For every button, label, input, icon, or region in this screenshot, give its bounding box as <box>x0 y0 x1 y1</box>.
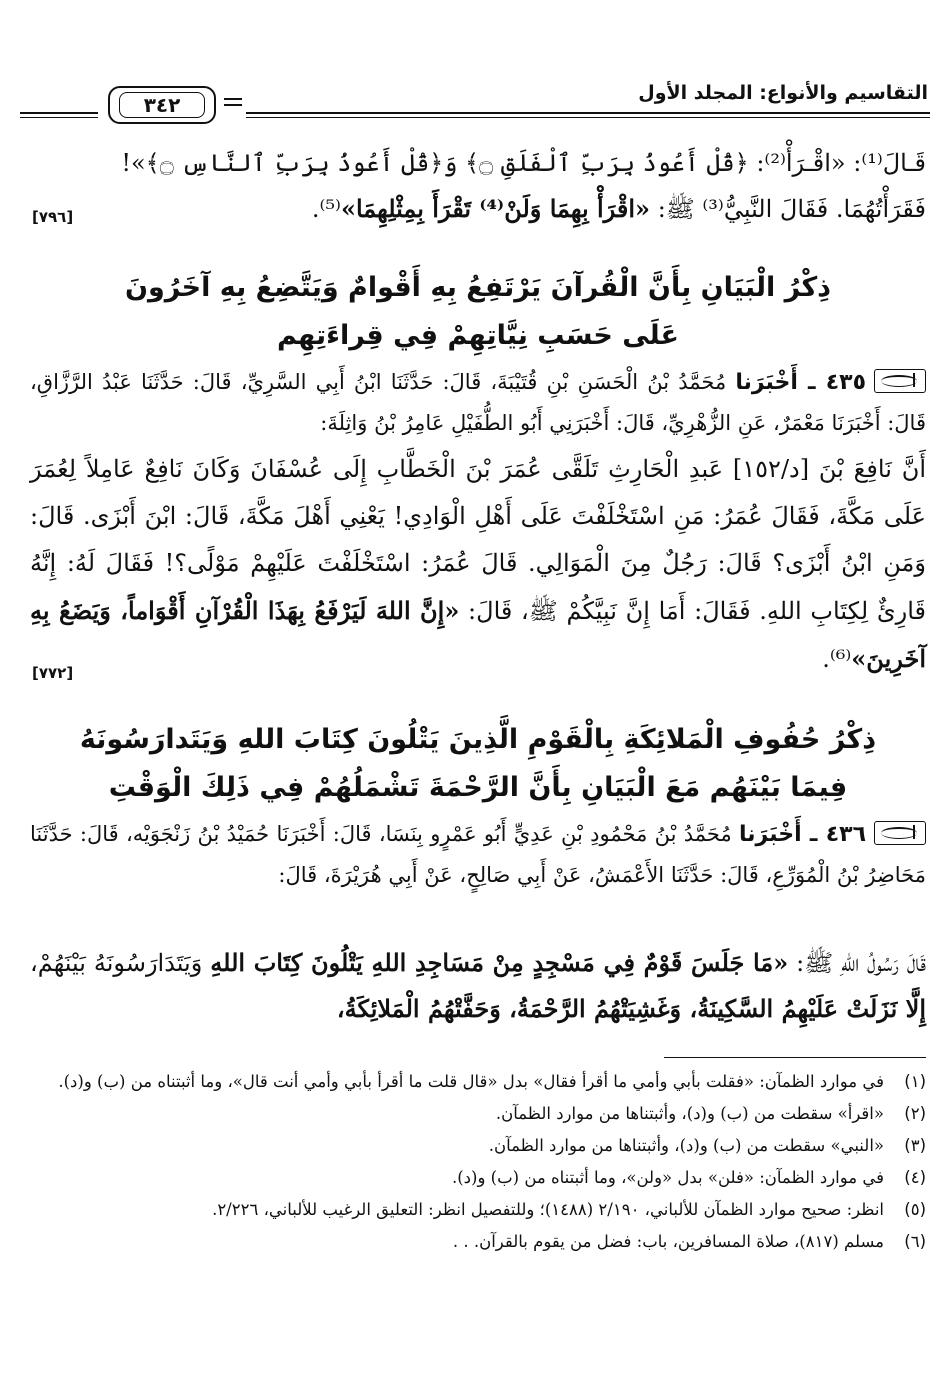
running-title: التقاسيم والأنواع: المجلد الأول <box>630 82 928 104</box>
matn-436: قَالَ رَسُولُ اللهِ ﷺ: «مَا جَلَسَ قَوْمٌ فِي مَسْجِدٍ مِنْ مَسَاجِدِ اللهِ يَتْلُونَ كِتَابَ اللهِ وَيَتَدَارَسُونَهُ بَيْنَهُمْ، إِلَّا نَزَلَتْ عَلَيْهِمُ السَّكِينَةُ، وَغَشِيَتْهُمُ الرَّحْمَةُ، وَحَفَّتْهُمُ الْمَلائِكَةُ، <box>30 948 926 1023</box>
footnote-1: (١) في موارد الظمآن: «فقلت بأبي وأمي ما أقرأ فقال» بدل «قال قلت ما أقرأ بأبي وأمي أنت قال»، وما أثبتناه من (ب) و(د). <box>58 1072 926 1091</box>
prophet-saying-436-a: «مَا جَلَسَ قَوْمٌ فِي مَسْجِدٍ مِنْ مَسَاجِدِ اللهِ يَتْلُونَ كِتَابَ اللهِ <box>210 948 789 977</box>
isnad-435 <box>30 362 926 443</box>
hadith-marker-icon <box>874 821 926 845</box>
page-header <box>20 78 930 126</box>
isnad-chain-436: مُحَمَّدُ بْنُ مَحْمُودِ بْنِ عَدِيٍّ أَبُو عَمْرٍو بِنَسَا، قَالَ: أَخْبَرَنَا حُمَيْدُ بْنُ زَنْجَوَيْه، قَالَ: حَدَّثَنَا مَحَاضِرُ بْنُ الْمُوَرِّعِ، قَالَ: حَدَّثَنَا الأَعْمَشُ، عَنْ أَبِي صَالِحٍ، عَنْ أَبِي هُرَيْرَةَ، قَالَ: <box>30 822 926 887</box>
prophet-saying-435: «إِنَّ اللهَ لَيَرْفَعُ بِهَذَا الْقُرْآنِ أَقْوَاماً، وَيَضَعُ بِهِ آخَرِينَ» <box>30 596 926 673</box>
section-heading-2-line-2: فِيمَا بَيْنَهُم مَعَ الْبَيَانِ بِأَنَّ الرَّحْمَةَ تَشْمَلُهُمْ فِي ذَلِكَ الْوَقْتِ <box>108 772 848 803</box>
footnote-2: (٢) «اقرأ» سقطت من (ب) و(د)، وأثبتناها من موارد الظمآن. <box>495 1104 926 1123</box>
hadith-continuation <box>30 140 926 232</box>
prophet-saying-436-b: إِلَّا نَزَلَتْ عَلَيْهِمُ السَّكِينَةُ، وَغَشِيَتْهُمُ الرَّحْمَةُ، وَحَفَّتْهُمُ الْمَلائِكَةُ، <box>336 994 926 1023</box>
page-number-box <box>108 86 216 124</box>
hadith-line-1: قَـالَ⁽¹⁾: «اقْـرَأْ⁽²⁾: ﴿قُلْ أَعُوذُ بِرَبِّ ٱلْفَلَقِ ۝﴾ وَ﴿قُلْ أَعُوذُ بِرَبِّ ٱلنَّاسِ ۝﴾»! <box>121 149 926 177</box>
footnote-6: (٦) مسلم (٨١٧)، صلاة المسافرين، باب: فضل من يقوم بالقرآن. . . <box>452 1232 926 1251</box>
footnote-4: (٤) في موارد الظمآن: «فلن» بدل «ولن»، وما أثبتناه من (ب) و(د). <box>451 1168 926 1187</box>
section-heading-2-line-1: ذِكْرُ حُفُوفِ الْمَلائِكَةِ بِالْقَوْمِ الَّذِينَ يَتْلُونَ كِتَابَ اللهِ وَيَتَدارَسُونَهُ <box>79 724 877 755</box>
isnad-chain-435: مُحَمَّدُ بْنُ الْحَسَنِ بْنِ قُتَيْبَةَ، قَالَ: حَدَّثَنَا ابْنُ أَبِي السَّرِيِّ، قَالَ: حَدَّثَنَا عَبْدُ الرَّزَّاقِ، قَالَ: أَخْبَرَنَا مَعْمَرٌ، عَنِ الزُّهْرِيِّ، قَالَ: أَخْبَرَنِي أَبُو الطُّفَيْلِ عَامِرُ بْنُ وَاثِلَةَ: <box>30 370 926 435</box>
hadith-number-436: ٤٣٦ ـ أَخْبَرَنا <box>739 822 867 847</box>
hadith-reference-796: [٧٩٦] <box>32 208 74 226</box>
footnotes <box>28 1068 926 1260</box>
matn-435: أَنَّ نَافِعَ بْنَ [د/١٥٢] عَبدِ الْحَارِثِ تَلَقَّى عُمَرَ بْنَ الْخَطَّابِ إِلَى عُسْفَانَ وَكَانَ نَافِعٌ عَامِلاً لِعُمَرَ عَلَى مَكَّةَ، فَقَالَ عُمَرُ: مَنِ اسْتَخْلَفْتَ عَلَى أَهْلِ الْوَادِي! يَعْنِي أَهْلَ مَكَّةَ، قَالَ: ابْنَ أَبْزَى. قَالَ: وَمَنِ ابْنُ أَبْزَى؟ قَالَ: رَجُلٌ مِنَ الْمَوَالِي. قَالَ عُمَرُ: اسْتَخْلَفْتَ عَلَيْهِمْ مَوْلًى؟! فَقَالَ لَهُ: إِنَّهُ قَارِئٌ لِكِتَابِ اللهِ. فَقَالَ: أَمَا إِنَّ نَبِيَّكُمْ ﷺ، قَالَ: «إِنَّ اللهَ لَيَرْفَعُ بِهَذَا الْقُرْآنِ أَقْوَاماً، وَيَضَعُ بِهِ آخَرِينَ»⁽⁶⁾. <box>30 455 926 673</box>
hadith-line-2: فَقَرَأْتُهُمَا. فَقَالَ النَّبِيُّ⁽³⁾ ﷺ: «اقْرَأْ بِهِمَا وَلَنْ⁽⁴⁾ تَقْرَأَ بِمِثْلِهِمَا»⁽⁵⁾. <box>311 194 926 223</box>
hadith-reference-772: [٧٧٢] <box>32 664 74 682</box>
section-heading-1 <box>30 264 926 360</box>
footnote-5: (٥) انظر: صحيح موارد الظمآن للألباني، ٢/١٩٠ (١٤٨٨)؛ وللتفصيل انظر: التعليق الرغيب للألباني، ٢/٢٢٦. <box>212 1200 926 1219</box>
prophet-saying: «اقْرَأْ بِهِمَا وَلَنْ⁽⁴⁾ تَقْرَأَ بِمِثْلِهِمَا» <box>340 194 651 223</box>
page-number-frame <box>98 86 246 128</box>
hadith-marker-icon <box>874 369 926 393</box>
page-number: ٣٤٢ <box>119 92 205 118</box>
section-heading-1-line-1: ذِكْرُ الْبَيَانِ بِأَنَّ الْقُرآنَ يَرْتَفِعُ بِهِ أَقْوامٌ وَيَتَّضِعُ بِهِ آخَرُونَ <box>124 272 832 303</box>
isnad-436 <box>30 814 926 895</box>
section-heading-2 <box>30 716 926 812</box>
hadith-number-435: ٤٣٥ ـ أَخْبَرَنا <box>735 370 867 395</box>
page-number-ornament <box>224 98 242 110</box>
footnote-separator <box>664 1057 926 1058</box>
footnote-3: (٣) «النبي» سقطت من (ب) و(د)، وأثبتناها من موارد الظمآن. <box>488 1136 926 1155</box>
section-heading-1-line-2: عَلَى حَسَبِ نِيَّاتِهِمْ فِي قِراءَتِهِم <box>277 320 679 351</box>
